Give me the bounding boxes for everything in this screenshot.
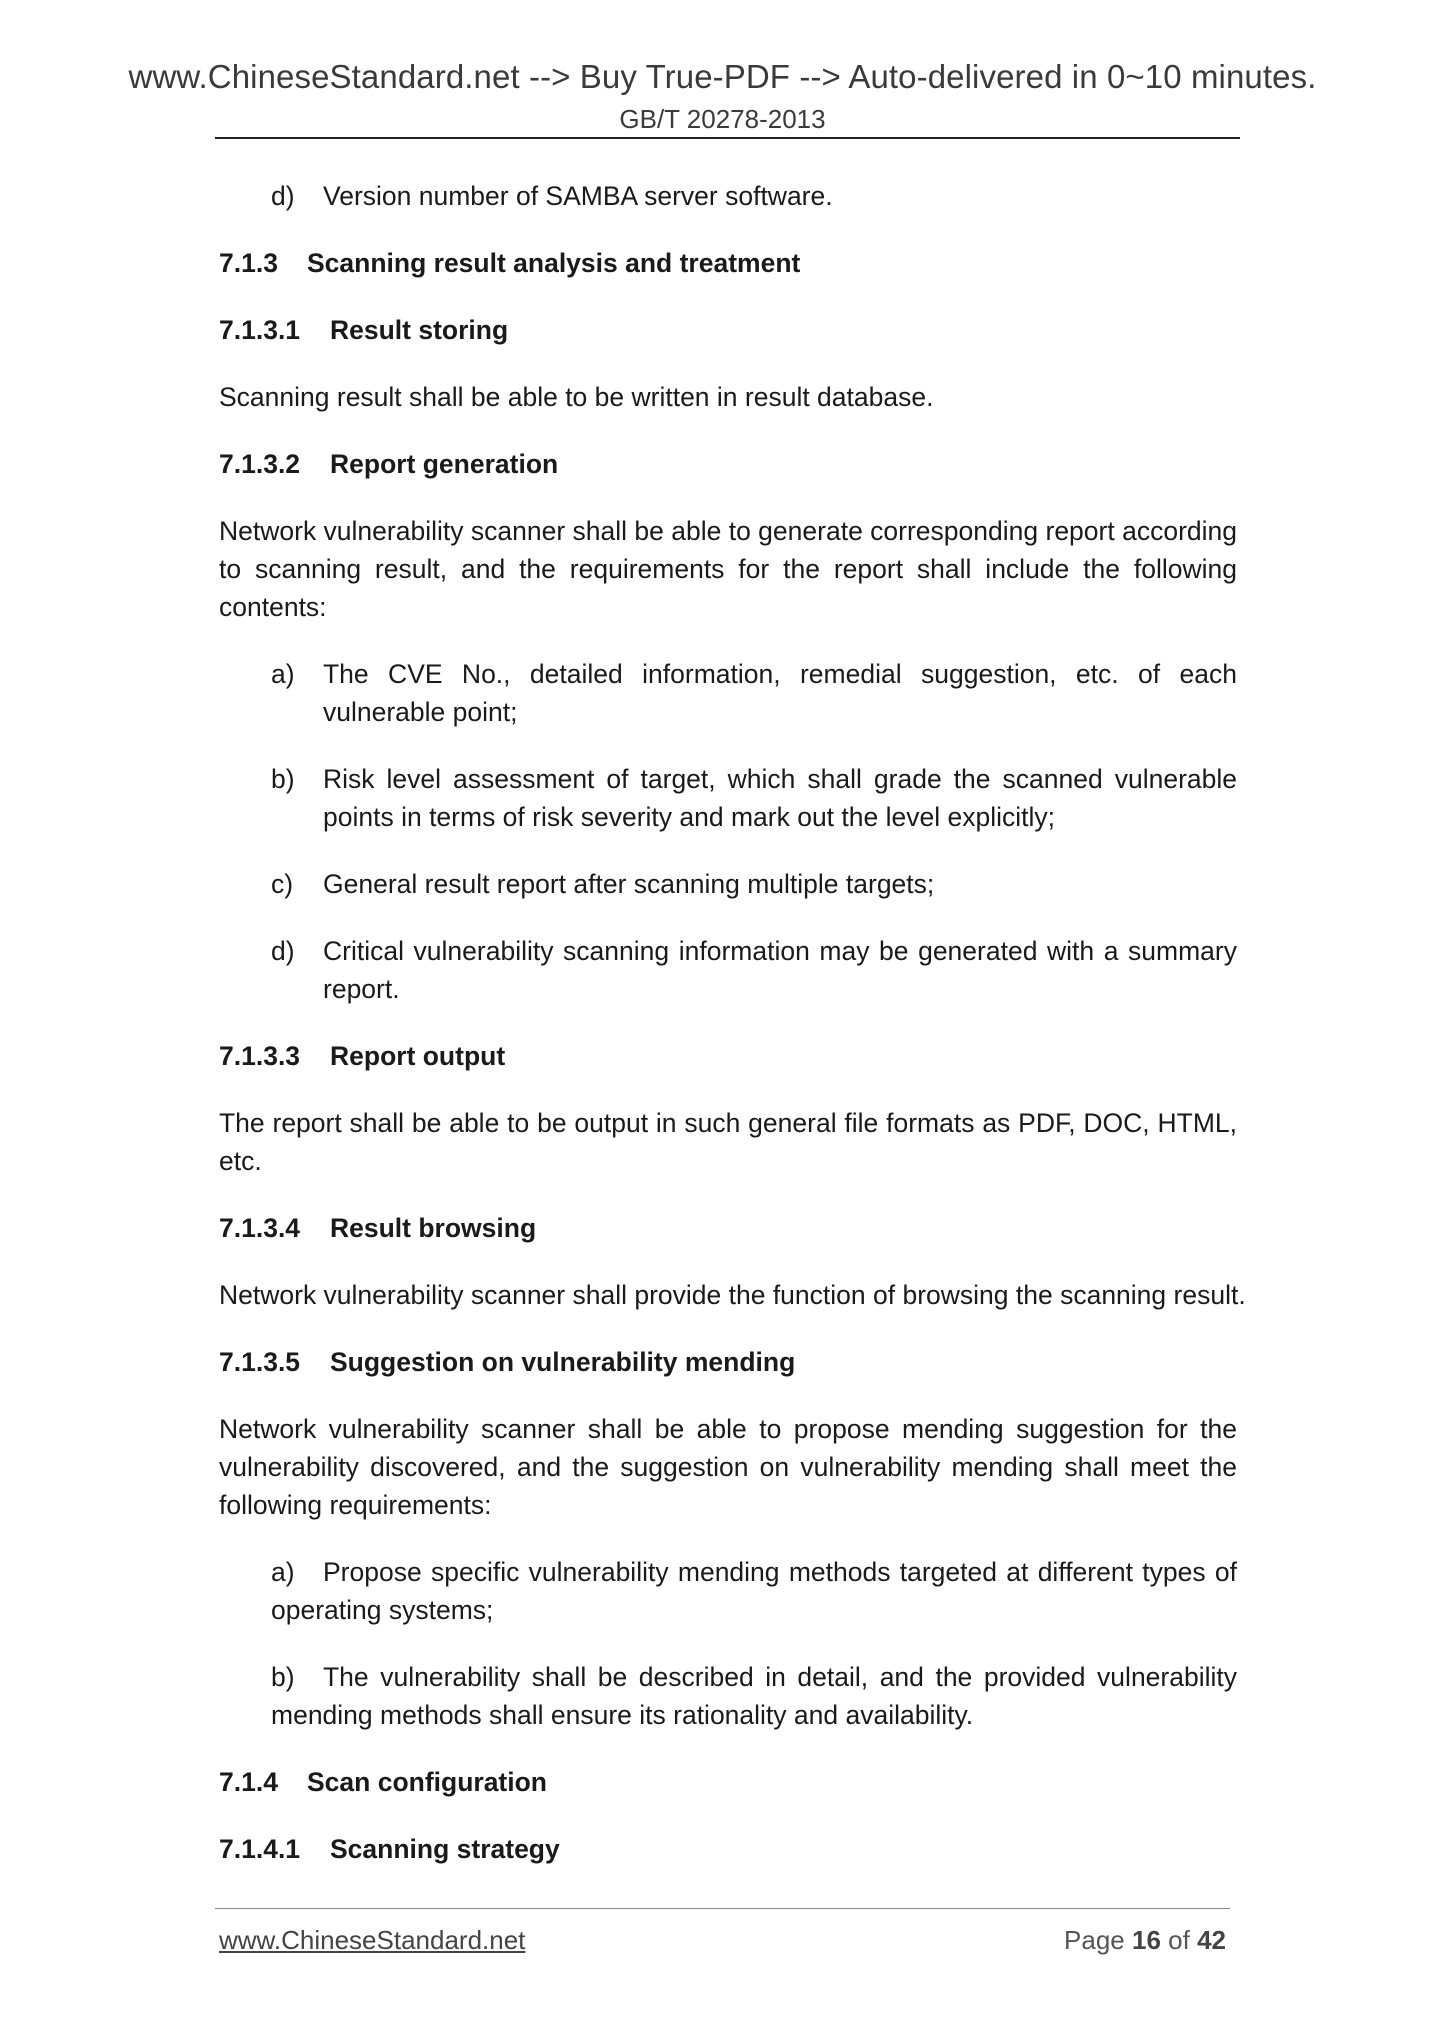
paragraph-mending: Network vulnerability scanner shall be able to propose mending suggestion for the vulnerability discovered, and the suggestion on vulnerability mending shall meet the following requirements: (219, 1414, 1237, 1520)
list-marker: d) (271, 181, 295, 211)
list-text: Risk level assessment of target, which shall grade the scanned vulnerable points in terms of risk severity and mark out the level explicitly; (323, 764, 1237, 832)
section-number: 7.1.3.2 (219, 449, 301, 479)
list-text: Version number of SAMBA server software. (323, 181, 833, 211)
section-number: 7.1.3.1 (219, 315, 301, 345)
section-title: Suggestion on vulnerability mending (330, 1347, 796, 1377)
section-number: 7.1.4.1 (219, 1834, 301, 1864)
list-marker: c) (271, 869, 294, 899)
header-banner: www.ChineseStandard.net --> Buy True-PDF --> Auto-delivered in 0~10 minutes. (128, 58, 1317, 95)
page-prefix: Page (1064, 1925, 1125, 1955)
section-title: Scanning result analysis and treatment (307, 248, 801, 278)
paragraph-report-generation: Network vulnerability scanner shall be able to generate corresponding report according to scanning result, and the requirements for the report shall include the following contents: (219, 516, 1237, 622)
list-text: Propose specific vulnerability mending methods targeted at different types of operating systems; (271, 1557, 1237, 1625)
footer-divider (215, 1908, 1230, 1909)
section-title: Scan configuration (307, 1767, 547, 1797)
page-total: 42 (1197, 1925, 1226, 1955)
header-divider (215, 137, 1240, 139)
paragraph-report-output: The report shall be able to be output in such general file formats as PDF, DOC, HTML, etc. (219, 1108, 1237, 1176)
section-number: 7.1.3.5 (219, 1347, 301, 1377)
list-text: Critical vulnerability scanning information may be generated with a summary report. (323, 936, 1237, 1004)
section-heading-7-1-3 (219, 244, 1237, 282)
page-of: of (1168, 1925, 1190, 1955)
document-body (219, 177, 1246, 1897)
footer-site-link[interactable]: www.ChineseStandard.net (219, 1925, 526, 1955)
list-text: General result report after scanning multiple targets; (323, 869, 935, 899)
section-number: 7.1.3.4 (219, 1213, 301, 1243)
section-title: Report output (330, 1041, 506, 1071)
section-heading-7-1-3-4 (219, 1209, 1237, 1247)
list-item (271, 1553, 1237, 1629)
list-marker: b) (271, 1662, 295, 1692)
list-item (271, 865, 1237, 903)
section-heading-7-1-3-5 (219, 1343, 1237, 1381)
list-marker: d) (271, 936, 295, 966)
section-heading-7-1-3-3 (219, 1037, 1237, 1075)
list-item (271, 655, 1237, 731)
section-title: Result storing (330, 315, 509, 345)
section-heading-7-1-4 (219, 1763, 1237, 1801)
list-marker: b) (271, 764, 295, 794)
paragraph-result-storing: Scanning result shall be able to be written in result database. (219, 382, 934, 412)
section-heading-7-1-4-1 (219, 1830, 1237, 1868)
standard-code: GB/T 20278-2013 (619, 104, 826, 134)
section-number: 7.1.4 (219, 1767, 278, 1797)
list-marker: a) (271, 659, 295, 689)
list-text: The CVE No., detailed information, remedial suggestion, etc. of each vulnerable point; (323, 659, 1237, 727)
list-text: The vulnerability shall be described in detail, and the provided vulnerability mending methods shall ensure its rationality and availability. (271, 1662, 1237, 1730)
list-marker: a) (271, 1557, 295, 1587)
list-item (271, 177, 1237, 215)
list-item (271, 932, 1237, 1008)
section-heading-7-1-3-1 (219, 311, 1237, 349)
list-item (271, 1658, 1237, 1734)
page-current: 16 (1132, 1925, 1161, 1955)
section-title: Scanning strategy (330, 1834, 560, 1864)
section-number: 7.1.3 (219, 248, 278, 278)
section-number: 7.1.3.3 (219, 1041, 301, 1071)
page-number (1064, 1925, 1226, 1956)
paragraph-result-browsing: Network vulnerability scanner shall provide the function of browsing the scanning result. (219, 1280, 1246, 1310)
section-title: Report generation (330, 449, 559, 479)
list-item (271, 760, 1237, 836)
section-heading-7-1-3-2 (219, 445, 1237, 483)
section-title: Result browsing (330, 1213, 537, 1243)
